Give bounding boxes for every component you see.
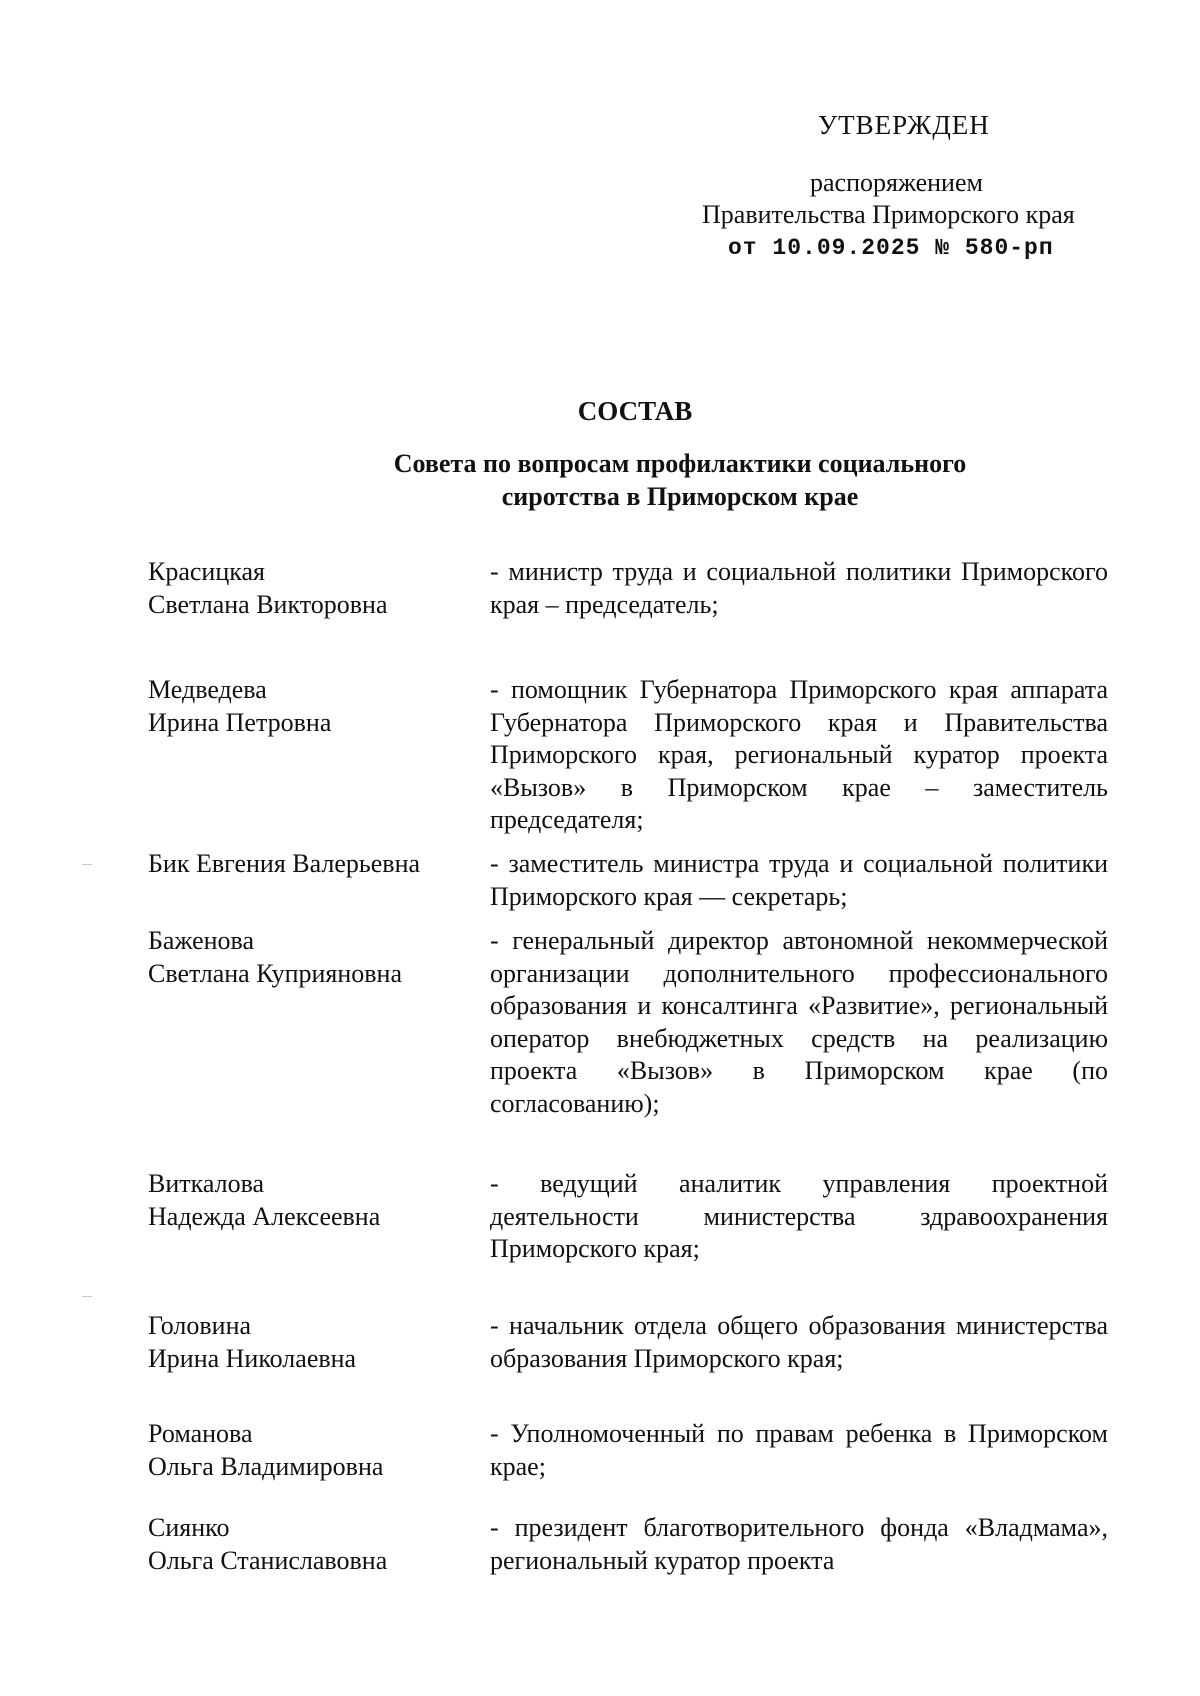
member-role: - министр труда и социальной политики Приморского края – председатель; bbox=[490, 557, 1108, 619]
member-name bbox=[148, 674, 468, 739]
member-surname: Медведева bbox=[148, 675, 267, 704]
approval-line-government: Правительства Приморского края bbox=[702, 200, 1075, 229]
member-full-name: Бик Евгения Валерьевна bbox=[148, 849, 421, 878]
document-title: СОСТАВ bbox=[577, 396, 693, 426]
member-given-names: Ирина Петровна bbox=[148, 707, 332, 737]
member-surname: Романова bbox=[148, 1419, 253, 1448]
member-name bbox=[148, 925, 468, 990]
member-name bbox=[148, 1512, 468, 1577]
member-given-names: Ольга Владимировна bbox=[148, 1451, 384, 1481]
member-given-names: Светлана Викторовна bbox=[148, 589, 388, 619]
member-role: - Уполномоченный по правам ребенка в Приморском крае; bbox=[490, 1419, 1108, 1481]
member-name bbox=[148, 1310, 468, 1375]
subtitle-line: сиротства в Приморском крае bbox=[501, 482, 859, 511]
member-given-names: Ольга Станиславовна bbox=[148, 1545, 388, 1575]
member-surname: Виткалова bbox=[148, 1169, 265, 1198]
member-surname: Баженова bbox=[148, 926, 255, 955]
member-name bbox=[148, 1418, 468, 1483]
member-role: - начальник отдела общего образования министерства образования Приморского края; bbox=[490, 1311, 1108, 1373]
margin-mark bbox=[82, 864, 92, 865]
document-subtitle bbox=[350, 447, 1010, 513]
member-name bbox=[148, 556, 468, 621]
member-role: - заместитель министра труда и социальной политики Приморского края — секретарь; bbox=[490, 849, 1108, 911]
member-surname: Сиянко bbox=[148, 1513, 230, 1542]
approval-date-number-stamp: от 10.09.2025 № 580-рп bbox=[728, 235, 1054, 261]
member-role: - президент благотворительного фонда «Владмама», региональный куратор проекта bbox=[490, 1513, 1108, 1575]
member-given-names: Светлана Куприяновна bbox=[148, 958, 403, 988]
member-given-names: Ирина Николаевна bbox=[148, 1343, 357, 1373]
approval-heading: УТВЕРЖДЕН bbox=[818, 110, 990, 140]
member-name bbox=[148, 1168, 468, 1233]
member-given-names: Надежда Алексеевна bbox=[148, 1201, 381, 1231]
subtitle-line: Совета по вопросам профилактики социального bbox=[393, 449, 967, 478]
member-role: - генеральный директор автономной некоммерческой организации дополнительного профессионального образования и консалтинга «Развитие», региональный оператор внебюджетных средств на реализацию проекта «Вызов» в Приморском крае (по согласованию); bbox=[490, 926, 1108, 1118]
member-name bbox=[148, 848, 468, 881]
member-role: - помощник Губернатора Приморского края аппарата Губернатора Приморского края и Правительства Приморского края, региональный куратор проекта «Вызов» в Приморском крае – заместитель председателя; bbox=[490, 675, 1108, 834]
member-surname: Головина bbox=[148, 1311, 252, 1340]
member-role: - ведущий аналитик управления проектной деятельности министерства здравоохранения Приморского края; bbox=[490, 1169, 1108, 1263]
member-surname: Красицкая bbox=[148, 557, 265, 586]
approval-line-decree: распоряжением bbox=[810, 168, 983, 197]
margin-mark bbox=[82, 1296, 92, 1297]
